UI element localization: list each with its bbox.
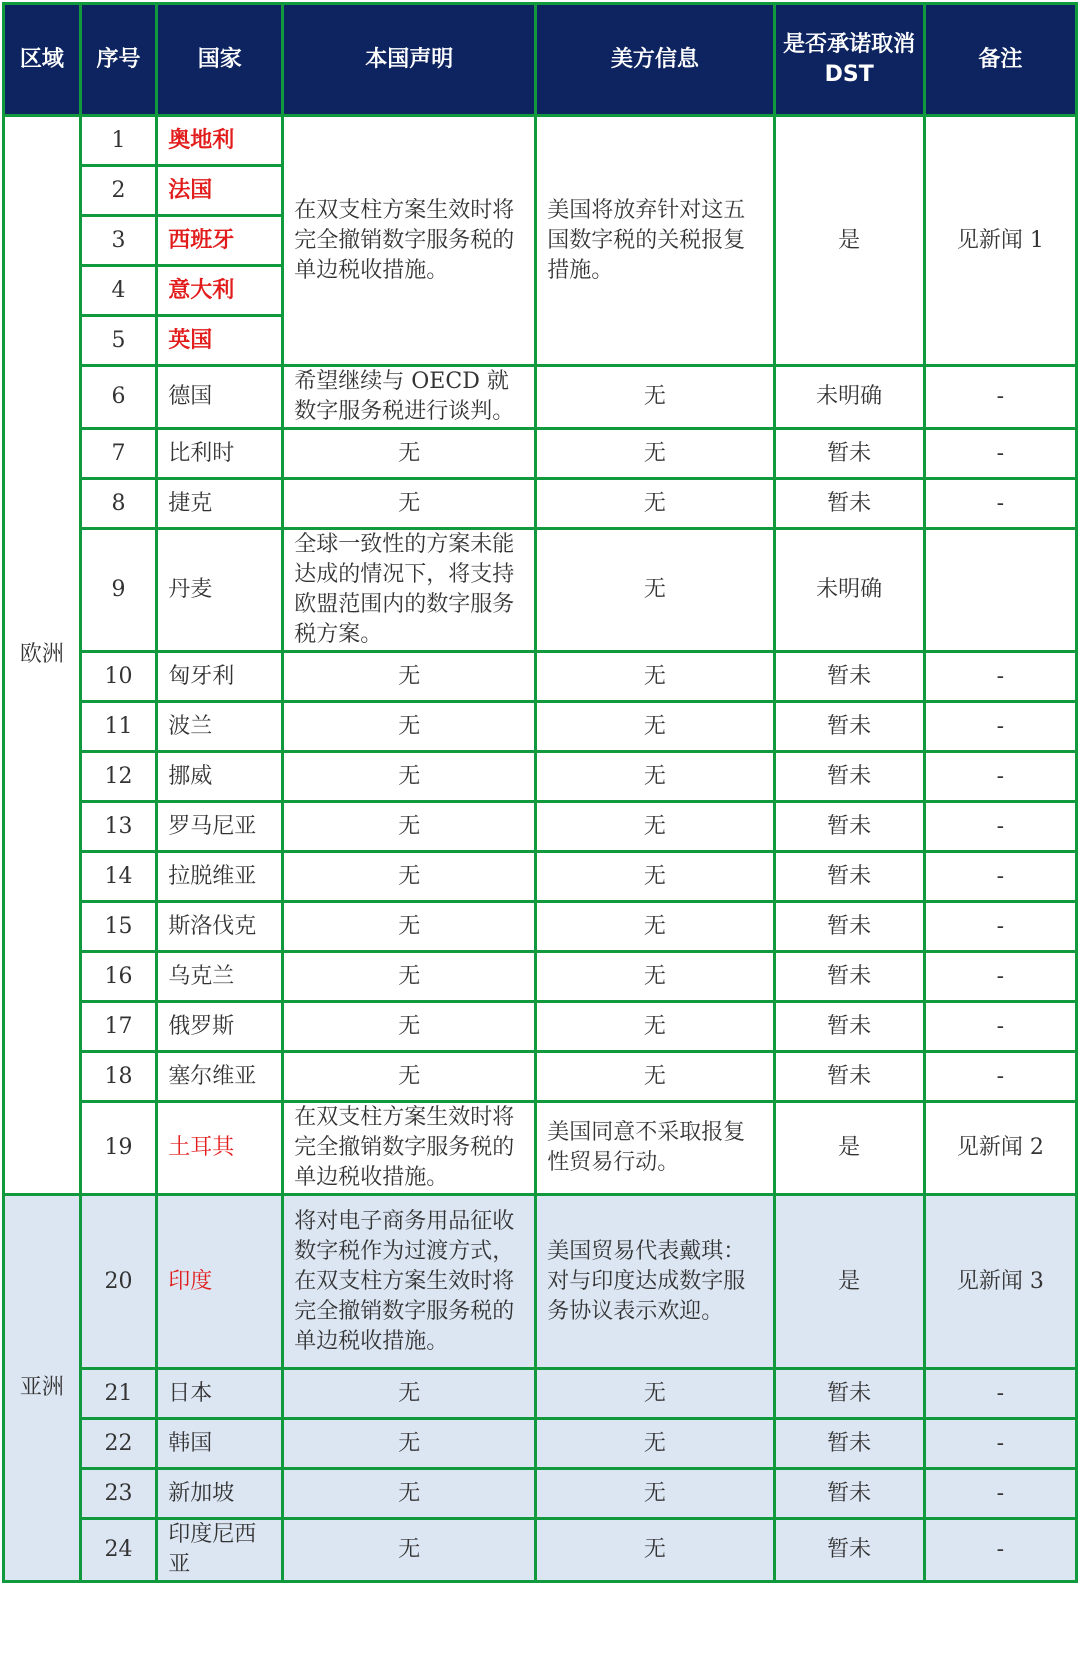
country-name: 匈牙利 bbox=[157, 652, 283, 702]
row-number: 23 bbox=[80, 1469, 157, 1519]
country-name: 奥地利 bbox=[157, 116, 283, 166]
row-number: 8 bbox=[80, 479, 157, 529]
statement-cell: 无 bbox=[283, 752, 536, 802]
note-cell: 见新闻 1 bbox=[924, 116, 1076, 366]
table-row bbox=[4, 652, 1077, 702]
note-cell: - bbox=[924, 1519, 1076, 1582]
note-cell: - bbox=[924, 1369, 1076, 1419]
header-row bbox=[4, 4, 1077, 116]
note-cell: - bbox=[924, 429, 1076, 479]
commit-cell: 暂未 bbox=[774, 952, 924, 1002]
us-info-cell: 无 bbox=[536, 1369, 774, 1419]
header-statement: 本国声明 bbox=[283, 4, 536, 116]
statement-cell: 无 bbox=[283, 902, 536, 952]
table-row bbox=[4, 1102, 1077, 1195]
table-row bbox=[4, 902, 1077, 952]
row-number: 14 bbox=[80, 852, 157, 902]
header-region: 区域 bbox=[4, 4, 81, 116]
note-cell: - bbox=[924, 702, 1076, 752]
statement-cell: 无 bbox=[283, 652, 536, 702]
table-row bbox=[4, 752, 1077, 802]
note-cell: - bbox=[924, 1469, 1076, 1519]
note-cell: - bbox=[924, 952, 1076, 1002]
row-number: 9 bbox=[80, 529, 157, 652]
note-cell: - bbox=[924, 366, 1076, 429]
commit-cell: 未明确 bbox=[774, 366, 924, 429]
table-row bbox=[4, 1469, 1077, 1519]
table-row bbox=[4, 1519, 1077, 1582]
statement-cell: 在双支柱方案生效时将完全撤销数字服务税的单边税收措施。 bbox=[283, 1102, 536, 1195]
commit-cell: 是 bbox=[774, 1195, 924, 1369]
row-number: 7 bbox=[80, 429, 157, 479]
table-row bbox=[4, 802, 1077, 852]
header-commit-dst: 是否承诺取消 DST bbox=[774, 4, 924, 116]
country-name: 丹麦 bbox=[157, 529, 283, 652]
note-cell: - bbox=[924, 652, 1076, 702]
us-info-cell: 无 bbox=[536, 1419, 774, 1469]
table-row bbox=[4, 952, 1077, 1002]
country-name: 韩国 bbox=[157, 1419, 283, 1469]
country-name: 乌克兰 bbox=[157, 952, 283, 1002]
country-name: 拉脱维亚 bbox=[157, 852, 283, 902]
statement-cell: 无 bbox=[283, 479, 536, 529]
commit-cell: 暂未 bbox=[774, 752, 924, 802]
commit-cell: 暂未 bbox=[774, 429, 924, 479]
table-row bbox=[4, 529, 1077, 652]
us-info-cell: 无 bbox=[536, 366, 774, 429]
row-number: 11 bbox=[80, 702, 157, 752]
us-info-cell: 无 bbox=[536, 652, 774, 702]
country-name: 西班牙 bbox=[157, 216, 283, 266]
country-name: 法国 bbox=[157, 166, 283, 216]
us-info-cell: 无 bbox=[536, 902, 774, 952]
row-number: 4 bbox=[80, 266, 157, 316]
table-row bbox=[4, 1052, 1077, 1102]
table-row bbox=[4, 1419, 1077, 1469]
country-name: 土耳其 bbox=[157, 1102, 283, 1195]
note-cell: 见新闻 3 bbox=[924, 1195, 1076, 1369]
country-name: 捷克 bbox=[157, 479, 283, 529]
commit-cell: 暂未 bbox=[774, 1469, 924, 1519]
note-cell: - bbox=[924, 1052, 1076, 1102]
us-info-cell: 美国贸易代表戴琪：对与印度达成数字服务协议表示欢迎。 bbox=[536, 1195, 774, 1369]
country-name: 塞尔维亚 bbox=[157, 1052, 283, 1102]
note-cell: - bbox=[924, 479, 1076, 529]
commit-cell: 未明确 bbox=[774, 529, 924, 652]
us-info-cell: 无 bbox=[536, 1002, 774, 1052]
country-name: 新加坡 bbox=[157, 1469, 283, 1519]
statement-cell: 无 bbox=[283, 952, 536, 1002]
statement-cell: 无 bbox=[283, 429, 536, 479]
commit-cell: 暂未 bbox=[774, 1369, 924, 1419]
commit-cell: 暂未 bbox=[774, 702, 924, 752]
country-name: 德国 bbox=[157, 366, 283, 429]
row-number: 22 bbox=[80, 1419, 157, 1469]
row-number: 20 bbox=[80, 1195, 157, 1369]
note-cell: - bbox=[924, 752, 1076, 802]
row-number: 10 bbox=[80, 652, 157, 702]
row-number: 1 bbox=[80, 116, 157, 166]
table-row bbox=[4, 1195, 1077, 1369]
commit-cell: 暂未 bbox=[774, 902, 924, 952]
us-info-cell: 无 bbox=[536, 479, 774, 529]
row-number: 2 bbox=[80, 166, 157, 216]
statement-cell: 在双支柱方案生效时将完全撤销数字服务税的单边税收措施。 bbox=[283, 116, 536, 366]
country-name: 罗马尼亚 bbox=[157, 802, 283, 852]
commit-cell: 暂未 bbox=[774, 802, 924, 852]
statement-cell: 无 bbox=[283, 1369, 536, 1419]
header-number: 序号 bbox=[80, 4, 157, 116]
commit-cell: 是 bbox=[774, 116, 924, 366]
us-info-cell: 无 bbox=[536, 429, 774, 479]
row-number: 24 bbox=[80, 1519, 157, 1582]
table-row bbox=[4, 429, 1077, 479]
country-name: 印度 bbox=[157, 1195, 283, 1369]
statement-cell: 无 bbox=[283, 802, 536, 852]
note-cell bbox=[924, 529, 1076, 652]
statement-cell: 无 bbox=[283, 1469, 536, 1519]
us-info-cell: 无 bbox=[536, 752, 774, 802]
note-cell: - bbox=[924, 902, 1076, 952]
row-number: 6 bbox=[80, 366, 157, 429]
row-number: 15 bbox=[80, 902, 157, 952]
header-us-info: 美方信息 bbox=[536, 4, 774, 116]
commit-cell: 暂未 bbox=[774, 1002, 924, 1052]
country-name: 意大利 bbox=[157, 266, 283, 316]
commit-cell: 暂未 bbox=[774, 1052, 924, 1102]
row-number: 19 bbox=[80, 1102, 157, 1195]
row-number: 3 bbox=[80, 216, 157, 266]
table-row bbox=[4, 366, 1077, 429]
row-number: 17 bbox=[80, 1002, 157, 1052]
note-cell: - bbox=[924, 802, 1076, 852]
table-row bbox=[4, 1002, 1077, 1052]
country-name: 印度尼西亚 bbox=[157, 1519, 283, 1582]
row-number: 16 bbox=[80, 952, 157, 1002]
statement-cell: 无 bbox=[283, 1052, 536, 1102]
country-name: 波兰 bbox=[157, 702, 283, 752]
row-number: 5 bbox=[80, 316, 157, 366]
statement-cell: 无 bbox=[283, 702, 536, 752]
us-info-cell: 无 bbox=[536, 702, 774, 752]
region-europe: 欧洲 bbox=[4, 116, 81, 1195]
statement-cell: 全球一致性的方案未能达成的情况下，将支持欧盟范围内的数字服务税方案。 bbox=[283, 529, 536, 652]
us-info-cell: 美国同意不采取报复性贸易行动。 bbox=[536, 1102, 774, 1195]
us-info-cell: 无 bbox=[536, 1519, 774, 1582]
statement-cell: 无 bbox=[283, 852, 536, 902]
country-name: 挪威 bbox=[157, 752, 283, 802]
header-country: 国家 bbox=[157, 4, 283, 116]
statement-cell: 无 bbox=[283, 1002, 536, 1052]
us-info-cell: 无 bbox=[536, 1052, 774, 1102]
us-info-cell: 美国将放弃针对这五国数字税的关税报复措施。 bbox=[536, 116, 774, 366]
row-number: 18 bbox=[80, 1052, 157, 1102]
country-name: 比利时 bbox=[157, 429, 283, 479]
table-row bbox=[4, 702, 1077, 752]
statement-cell: 希望继续与 OECD 就数字服务税进行谈判。 bbox=[283, 366, 536, 429]
row-number: 21 bbox=[80, 1369, 157, 1419]
commit-cell: 是 bbox=[774, 1102, 924, 1195]
table-row bbox=[4, 479, 1077, 529]
commit-cell: 暂未 bbox=[774, 1519, 924, 1582]
us-info-cell: 无 bbox=[536, 1469, 774, 1519]
table-row bbox=[4, 1369, 1077, 1419]
header-note: 备注 bbox=[924, 4, 1076, 116]
note-cell: - bbox=[924, 1419, 1076, 1469]
commit-cell: 暂未 bbox=[774, 479, 924, 529]
dst-table bbox=[2, 2, 1078, 1583]
us-info-cell: 无 bbox=[536, 802, 774, 852]
row-number: 13 bbox=[80, 802, 157, 852]
us-info-cell: 无 bbox=[536, 852, 774, 902]
row-number: 12 bbox=[80, 752, 157, 802]
note-cell: - bbox=[924, 1002, 1076, 1052]
note-cell: - bbox=[924, 852, 1076, 902]
country-name: 英国 bbox=[157, 316, 283, 366]
country-name: 斯洛伐克 bbox=[157, 902, 283, 952]
commit-cell: 暂未 bbox=[774, 652, 924, 702]
commit-cell: 暂未 bbox=[774, 852, 924, 902]
table-row bbox=[4, 116, 1077, 166]
commit-cell: 暂未 bbox=[774, 1419, 924, 1469]
us-info-cell: 无 bbox=[536, 952, 774, 1002]
table-row bbox=[4, 852, 1077, 902]
statement-cell: 将对电子商务用品征收数字税作为过渡方式，在双支柱方案生效时将完全撤销数字服务税的单边税收措施。 bbox=[283, 1195, 536, 1369]
country-name: 日本 bbox=[157, 1369, 283, 1419]
note-cell: 见新闻 2 bbox=[924, 1102, 1076, 1195]
country-name: 俄罗斯 bbox=[157, 1002, 283, 1052]
us-info-cell: 无 bbox=[536, 529, 774, 652]
statement-cell: 无 bbox=[283, 1519, 536, 1582]
region-asia: 亚洲 bbox=[4, 1195, 81, 1582]
statement-cell: 无 bbox=[283, 1419, 536, 1469]
